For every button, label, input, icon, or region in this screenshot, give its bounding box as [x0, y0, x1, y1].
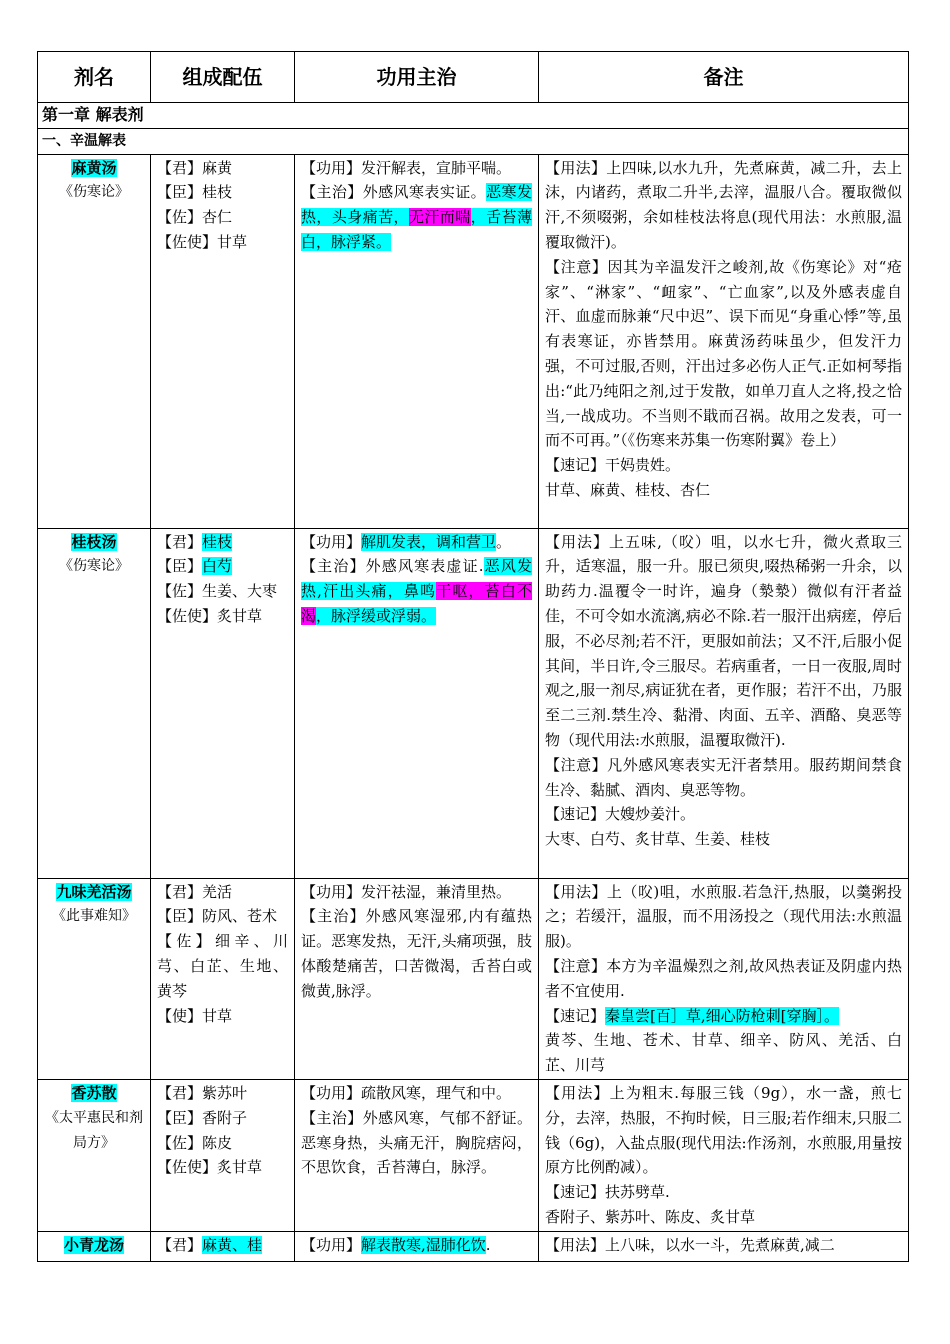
function-label: 【功用】 [301, 1235, 362, 1254]
composition-cell [151, 1079, 295, 1231]
function-value: 发汗解表，宣肺平喘。 [361, 158, 512, 177]
function-text: 【功用】解肌发表，调和营卫。 [301, 532, 512, 551]
indication-highlight: 干呕，苔白不渴 [301, 582, 532, 625]
table-row [38, 1231, 909, 1261]
indication-text [301, 1106, 532, 1180]
header-row [38, 52, 909, 103]
usage-text: 【用法】上四味,以水九升，先煮麻黄，减二升，去上沫，内诸药，煮取二升半,去滓，温服八合。覆取微似汗,不须啜粥，余如桂枝法将息(现代用法：水煎服,温覆取微汗)。 [545, 158, 902, 251]
function-value: 解肌发表，调和营卫 [361, 532, 497, 551]
formula-name: 九味羌活汤 [56, 882, 132, 901]
composition-item: 【君】麻黄 [157, 158, 233, 177]
formula-name-cell [38, 1079, 151, 1231]
memo-text: 【速记】秦皇尝[百］草,细心防枪刺[穿胸］。 [545, 1006, 839, 1025]
remarks-cell [539, 1079, 909, 1231]
table-row [38, 154, 909, 528]
indication-highlight: 无汗而喘 [408, 208, 471, 227]
function-text [301, 1081, 532, 1106]
header-composition: 组成配伍 [151, 52, 295, 103]
composition-item: 【臣】桂枝 [157, 183, 233, 202]
composition-item: 【使】甘草 [157, 1006, 233, 1025]
function-label: 【功用】 [301, 532, 362, 551]
composition-item: 【君】桂枝 [157, 532, 233, 551]
function-cell [295, 154, 539, 528]
composition-item: 【佐使】甘草 [157, 232, 248, 251]
caution-text: 【注意】本方为辛温燥烈之剂,故风热表证及阴虚内热者不宜使用. [545, 956, 902, 1000]
formula-name: 香苏散 [71, 1083, 117, 1102]
memo-text: 【速记】大嫂炒姜汁。 [545, 805, 696, 824]
indication-label: 【主治】 [301, 907, 366, 926]
function-value: 解表散寒,湿肺化饮 [361, 1235, 486, 1254]
function-label: 【功用】 [301, 1083, 362, 1102]
composition-item: 【佐】生姜、大枣 [157, 582, 278, 601]
indication-highlight: ，脉浮缓或浮弱。 [316, 606, 437, 625]
function-label: 【功用】 [301, 158, 362, 177]
formula-name-cell [38, 154, 151, 528]
indication-text [301, 554, 532, 628]
indication-value: 外感风寒湿邪,内有蕴热证。恶寒发热，无汗,头痛项强，肢体酸楚痛苦，口苦微渴，舌苔白或微黄,脉浮。 [301, 907, 532, 1000]
indication-text [301, 180, 532, 254]
usage-text: 【用法】上五味,（㕮）咀，以水七升，微火煮取三升，适寒温，服一升。服已须臾,啜热稀粥一升余，以助药力.温覆令一时许，遍身（漐漐）微似有汗者益佳，不可令如水流漓,病必不除.若一服汗出病瘥，停后服，不必尽剂;若不汗，更服如前法；又不汗,后服小促其间，半日许,令三服尽。若病重者，一日一夜服,周时观之,服一剂尽,病证犹在者，更作服；若汗不出，乃服至二三剂.禁生冷、黏滑、肉面、五辛、酒酪、臭恶等物（现代用法:水煎服，温覆取微汗). [545, 532, 902, 749]
memo-text: 【速记】干妈贵姓。 [545, 456, 681, 475]
section-title: 一、辛温解表 [38, 128, 909, 154]
indication-value: 外感风寒表实证。 [362, 183, 487, 202]
caution-text: 【注意】凡外感风寒表实无汗者禁用。服药期间禁食生冷、黏腻、酒肉、臭恶等物。 [545, 755, 902, 799]
function-text [301, 880, 532, 905]
function-label: 【功用】 [301, 882, 362, 901]
function-value: 疏散风寒，理气和中。 [361, 1083, 512, 1102]
chapter-title: 第一章 解表剂 [38, 103, 909, 129]
remarks-cell [539, 154, 909, 528]
indication-label: 【主治】 [301, 1108, 363, 1127]
formula-table [37, 51, 909, 1262]
table-row [38, 1079, 909, 1231]
formula-name: 小青龙汤 [63, 1235, 124, 1254]
memo-herbs: 甘草、麻黄、桂枝、杏仁 [545, 480, 711, 499]
memo-herbs: 黄芩、生地、苍术、甘草、细辛、防风、羌活、白芷、川芎 [545, 1031, 902, 1075]
composition-item: 【臣】香附子 [157, 1108, 248, 1127]
function-cell [295, 1231, 539, 1261]
composition-item: 【君】麻黄、桂 [157, 1235, 263, 1254]
formula-source: 《伤寒论》 [59, 184, 129, 201]
composition-item: 【佐】陈皮 [157, 1133, 233, 1152]
indication-highlight: 恶风发热,汗出头痛，鼻鸣 [301, 557, 532, 601]
formula-source: 《伤寒论》 [59, 558, 129, 575]
caution-text: 【注意】因其为辛温发汗之峻剂,故《伤寒论》对“疮家”、“淋家”、“衄家”、“亡血家”,以及外感表虚自汗、血虚而脉兼“尺中迟”、误下而见“身重心悸”等,虽有表寒证，亦皆禁用。麻黄汤药味虽少，但发汗力强，不可过服,否则，汗出过多必伤人正气.正如柯琴指出:“此乃纯阳之剂,过于发散，如单刀直人之将,投之恰当,一战成功。不当则不戢而召祸。故用之发表，可一而不可再。”（《伤寒来苏集一伤寒附翼》卷上） [545, 257, 902, 450]
formula-name-cell [38, 878, 151, 1079]
function-text: 【功用】解表散寒,湿肺化饮. [301, 1235, 491, 1254]
indication-text [301, 904, 532, 1003]
indication-value: 外感风寒，气郁不舒证。恶寒身热，头痛无汗，胸脘痞闷，不思饮食，舌苔薄白，脉浮。 [301, 1108, 532, 1177]
formula-source: 《太平惠民和剂局方》 [45, 1109, 143, 1151]
memo-herbs: 香附子、紫苏叶、陈皮、炙甘草 [545, 1207, 756, 1226]
composition-item: 【君】紫苏叶 [157, 1083, 248, 1102]
composition-item: 【君】羌活 [157, 882, 233, 901]
formula-name: 麻黄汤 [71, 158, 117, 177]
table-row [38, 878, 909, 1079]
indication-label: 【主治】 [301, 183, 363, 202]
memo-herbs: 大枣、白芍、炙甘草、生姜、桂枝 [545, 830, 771, 849]
table-row [38, 528, 909, 878]
formula-source: 《此事难知》 [52, 908, 136, 925]
remarks-cell [539, 878, 909, 1079]
usage-text: 【用法】上为粗末.每服三钱（9g），水一盏，煎七分，去滓，热服，不拘时候，日三服;若作细末,只服二钱（6g)，入盐点服(现代用法:作汤剂，水煎服,用量按原方比例酌减）。 [545, 1083, 902, 1177]
header-function: 功用主治 [295, 52, 539, 103]
header-remarks: 备注 [539, 52, 909, 103]
function-text [301, 156, 532, 181]
function-value: 发汗祛湿，兼清里热。 [361, 882, 512, 901]
formula-name-cell [38, 1231, 151, 1261]
function-cell [295, 528, 539, 878]
composition-item: 【佐使】炙甘草 [157, 606, 263, 625]
composition-item: 【臣】白芍 [157, 557, 233, 576]
chapter-row [38, 103, 909, 129]
indication-label: 【主治】 [301, 557, 366, 576]
function-cell [295, 878, 539, 1079]
remarks-cell [539, 1231, 909, 1261]
composition-cell [151, 528, 295, 878]
composition-cell [151, 1231, 295, 1261]
indication-value: 外感风寒表虚证. [365, 557, 484, 576]
composition-item: 【佐】细辛、川芎、白芷、生地、黄芩 [157, 932, 288, 1000]
composition-cell [151, 154, 295, 528]
formula-name-cell [38, 528, 151, 878]
composition-item: 【佐使】炙甘草 [157, 1158, 263, 1177]
usage-text: 【用法】上八味，以水一斗，先煮麻黄,减二 [545, 1235, 835, 1254]
indication-highlight: ，舌苔薄白，脉浮紧。 [301, 208, 532, 251]
indication-highlight: 恶寒发热，头身痛苦， [301, 183, 532, 227]
section-row [38, 128, 909, 154]
usage-text: 【用法】上（㕮)咀，水煎服.若急汗,热服，以羹粥投之；若缓汗，温服，而不用汤投之（现代用法:水煎温服)。 [545, 882, 902, 951]
composition-cell [151, 878, 295, 1079]
formula-name: 桂枝汤 [71, 532, 117, 551]
header-formula-name: 剂名 [38, 52, 151, 103]
memo-text: 【速记】扶苏劈草. [545, 1183, 670, 1202]
composition-item: 【佐】杏仁 [157, 208, 233, 227]
composition-item: 【臣】防风、苍术 [157, 907, 278, 926]
function-cell [295, 1079, 539, 1231]
remarks-cell [539, 528, 909, 878]
